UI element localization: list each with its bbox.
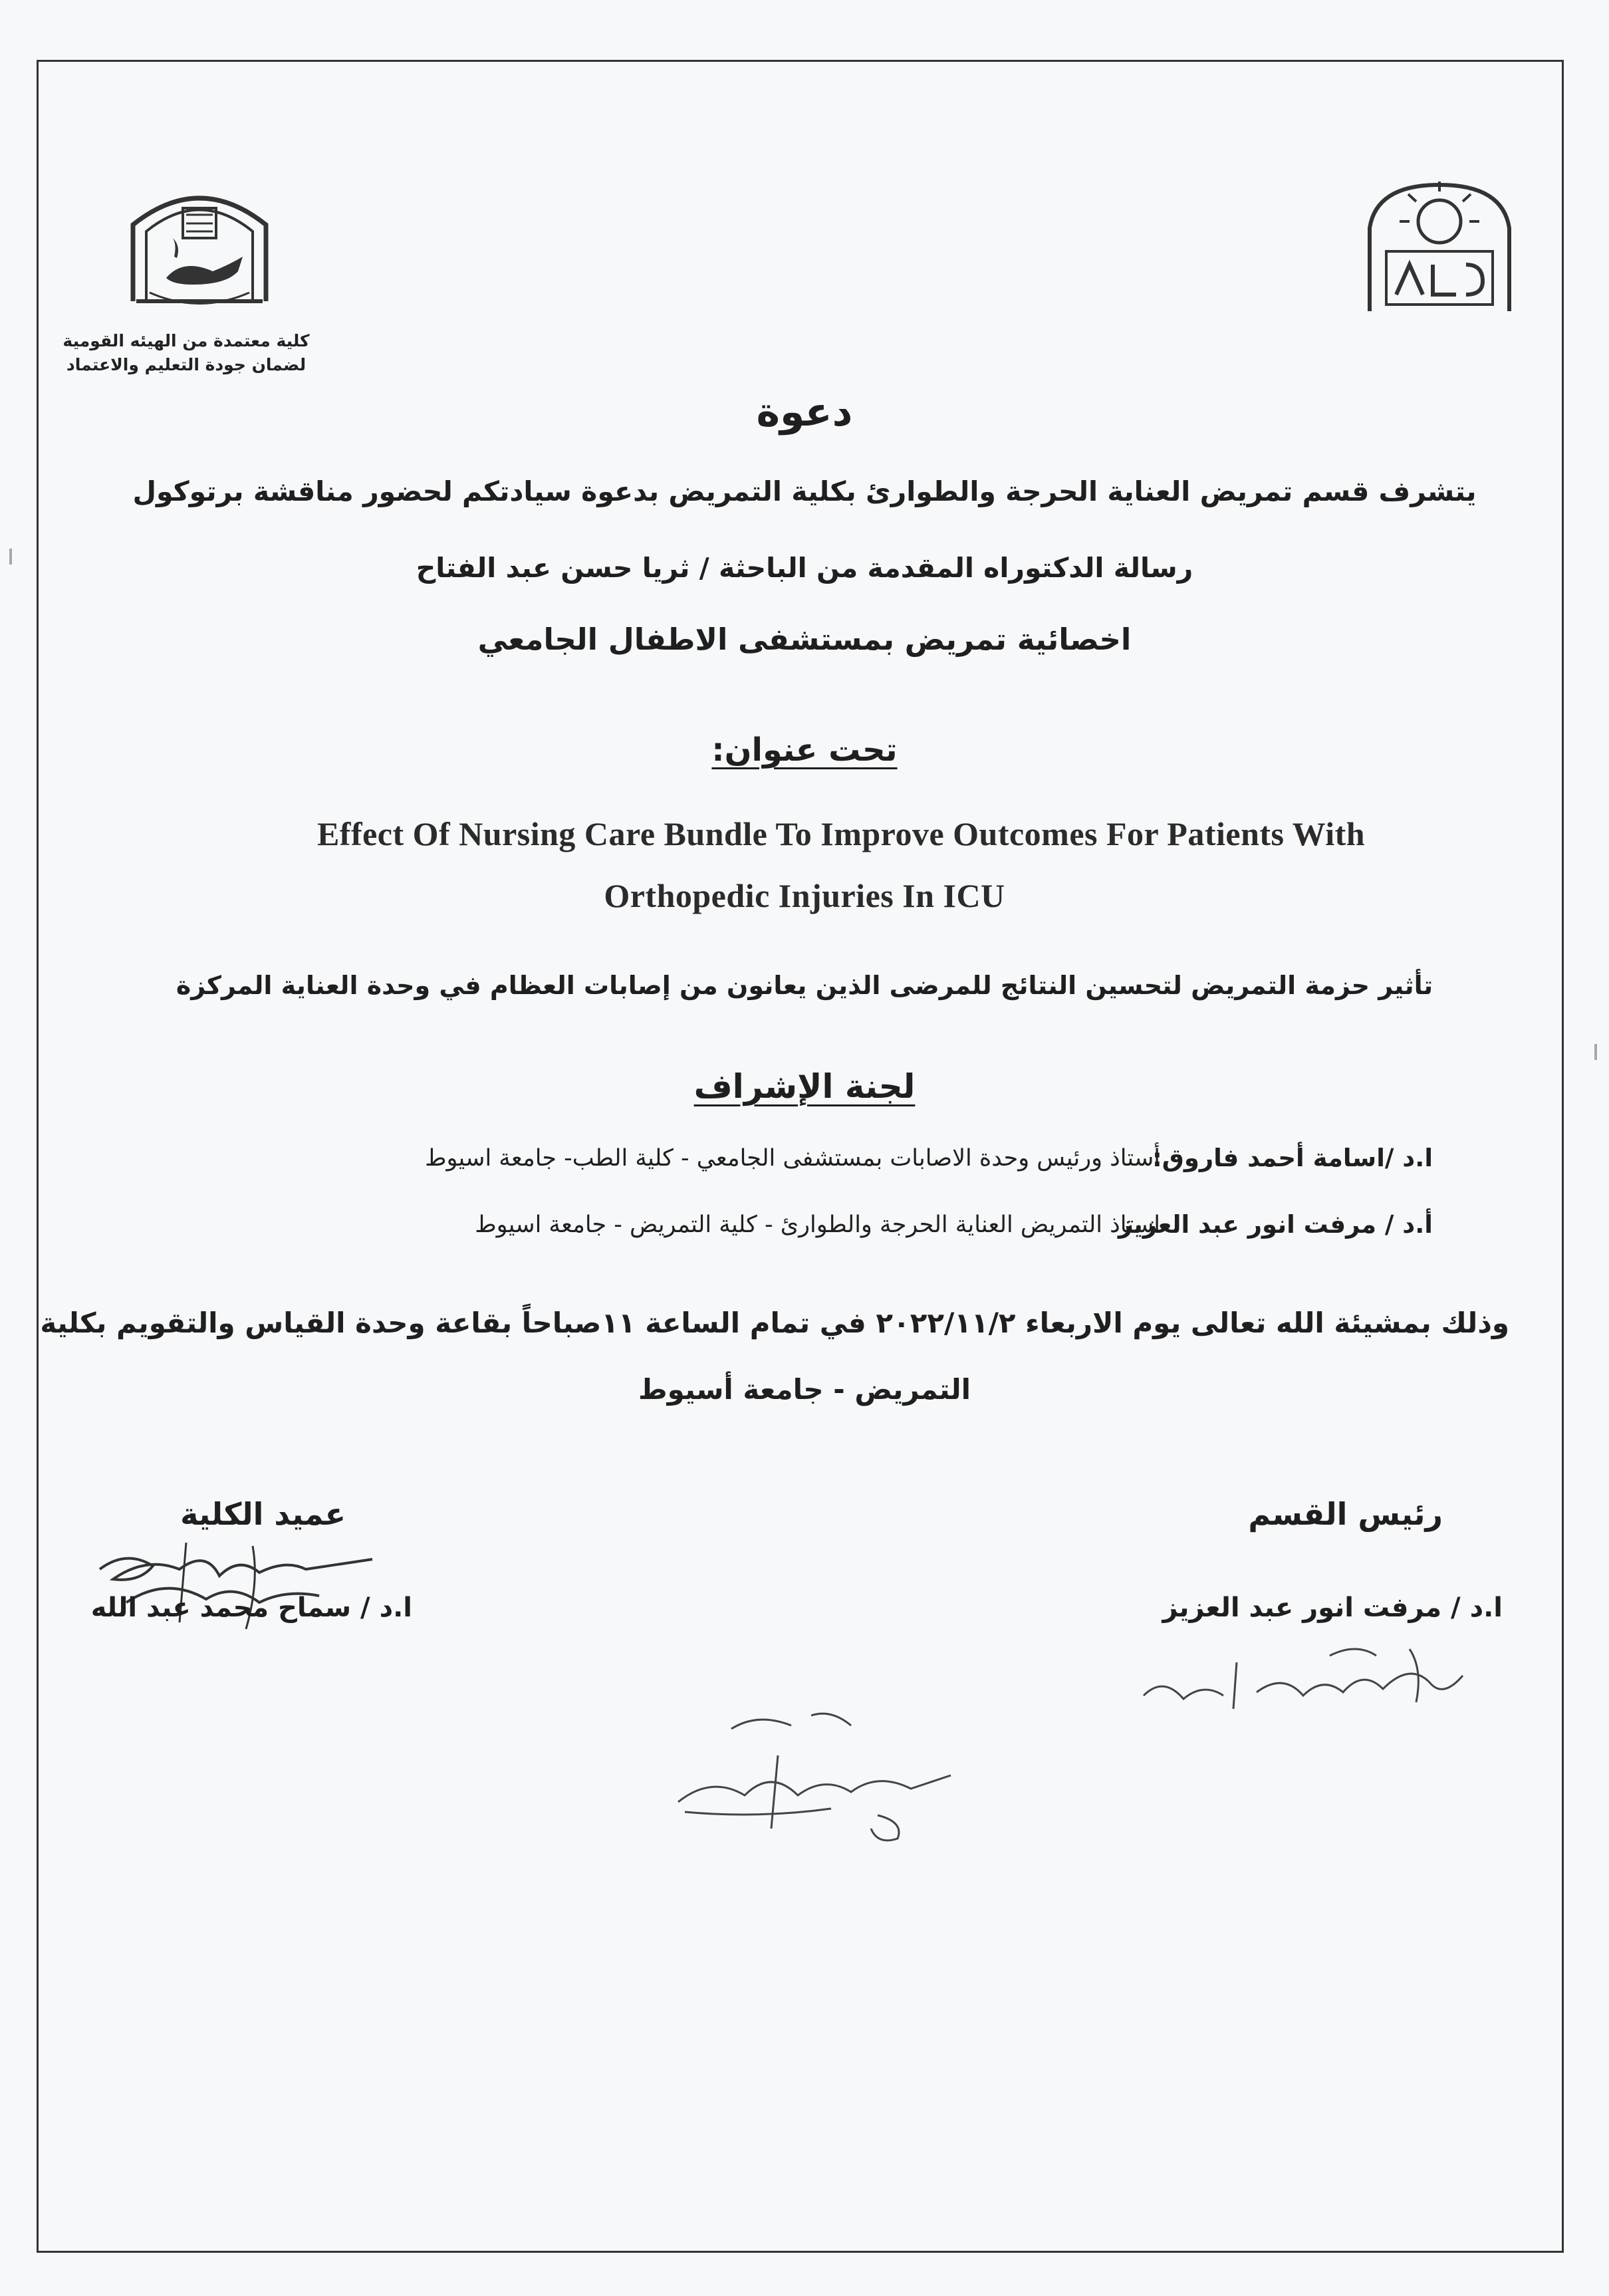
accreditation-text	[40, 329, 332, 378]
approval-signature-icon	[658, 1696, 977, 1849]
supervisor-1-role: أستاذ ورئيس وحدة الاصابات بمستشفى الجامعي - كلية الطب- جامعة اسيوط	[425, 1145, 1160, 1172]
dean-signature-icon	[86, 1529, 392, 1642]
under-title-text: تحت عنوان:	[711, 731, 898, 769]
department-head-title: رئيس القسم	[1248, 1496, 1443, 1532]
committee-title: لجنة الإشراف	[693, 1067, 916, 1106]
arabic-thesis-title: تأثير حزمة التمريض لتحسين النتائج للمرضى الذين يعانون من إصابات العظام في وحدة العناية المركزة	[176, 971, 1433, 1000]
accreditation-line-2: لضمان جودة التعليم والاعتماد	[66, 355, 307, 375]
supervisor-2-name: أ.د / مرفت انور عبد العزيز	[1118, 1210, 1433, 1239]
department-head-signature-icon	[1130, 1636, 1476, 1729]
scan-artifact	[1594, 1044, 1597, 1060]
assiut-university-logo-icon	[1363, 178, 1516, 315]
english-title-line-1: Effect Of Nursing Care Bundle To Improve Outcomes For Patients With	[316, 815, 1366, 852]
dean-title: عميد الكلية	[180, 1496, 346, 1532]
supervisor-1-name: ا.د /اسامة أحمد فاروق:	[1152, 1144, 1433, 1172]
under-title-heading	[0, 731, 1609, 769]
faculty-of-nursing-logo-icon	[120, 178, 279, 311]
schedule-line-1: وذلك بمشيئة الله تعالى يوم الاربعاء ٢٠٢٢/١١/٢ في تمام الساعة ١١صباحاً بقاعة وحدة القياس والتقويم بكلية	[40, 1307, 1509, 1339]
supervisor-2-role: استاذ التمريض العناية الحرجة والطوارئ - كلية التمريض - جامعة اسيوط	[475, 1212, 1160, 1238]
intro-line-1: يتشرف قسم تمريض العناية الحرجة والطوارئ بكلية التمريض بدعوة سيادتكم لحضور مناقشة برتوكول	[132, 475, 1477, 507]
accreditation-line-1: كلية معتمدة من الهيئه القومية	[62, 331, 310, 350]
department-head-name: ا.د / مرفت انور عبد العزيز	[1162, 1593, 1503, 1623]
intro-line-2: رسالة الدكتوراه المقدمة من الباحثة / ثريا حسن عبد الفتاح	[416, 552, 1193, 584]
english-title-line-2: Orthopedic Injuries In ICU	[604, 877, 1005, 914]
scan-artifact	[9, 549, 12, 565]
invitation-title: دعوة	[756, 389, 853, 436]
dean-name: ا.د / سماح محمد عبد الله	[90, 1593, 412, 1623]
schedule-line-2: التمريض - جامعة أسيوط	[638, 1373, 971, 1406]
intro-line-3: اخصائية تمريض بمستشفى الاطفال الجامعي	[477, 622, 1132, 657]
committee-heading	[0, 1067, 1609, 1106]
